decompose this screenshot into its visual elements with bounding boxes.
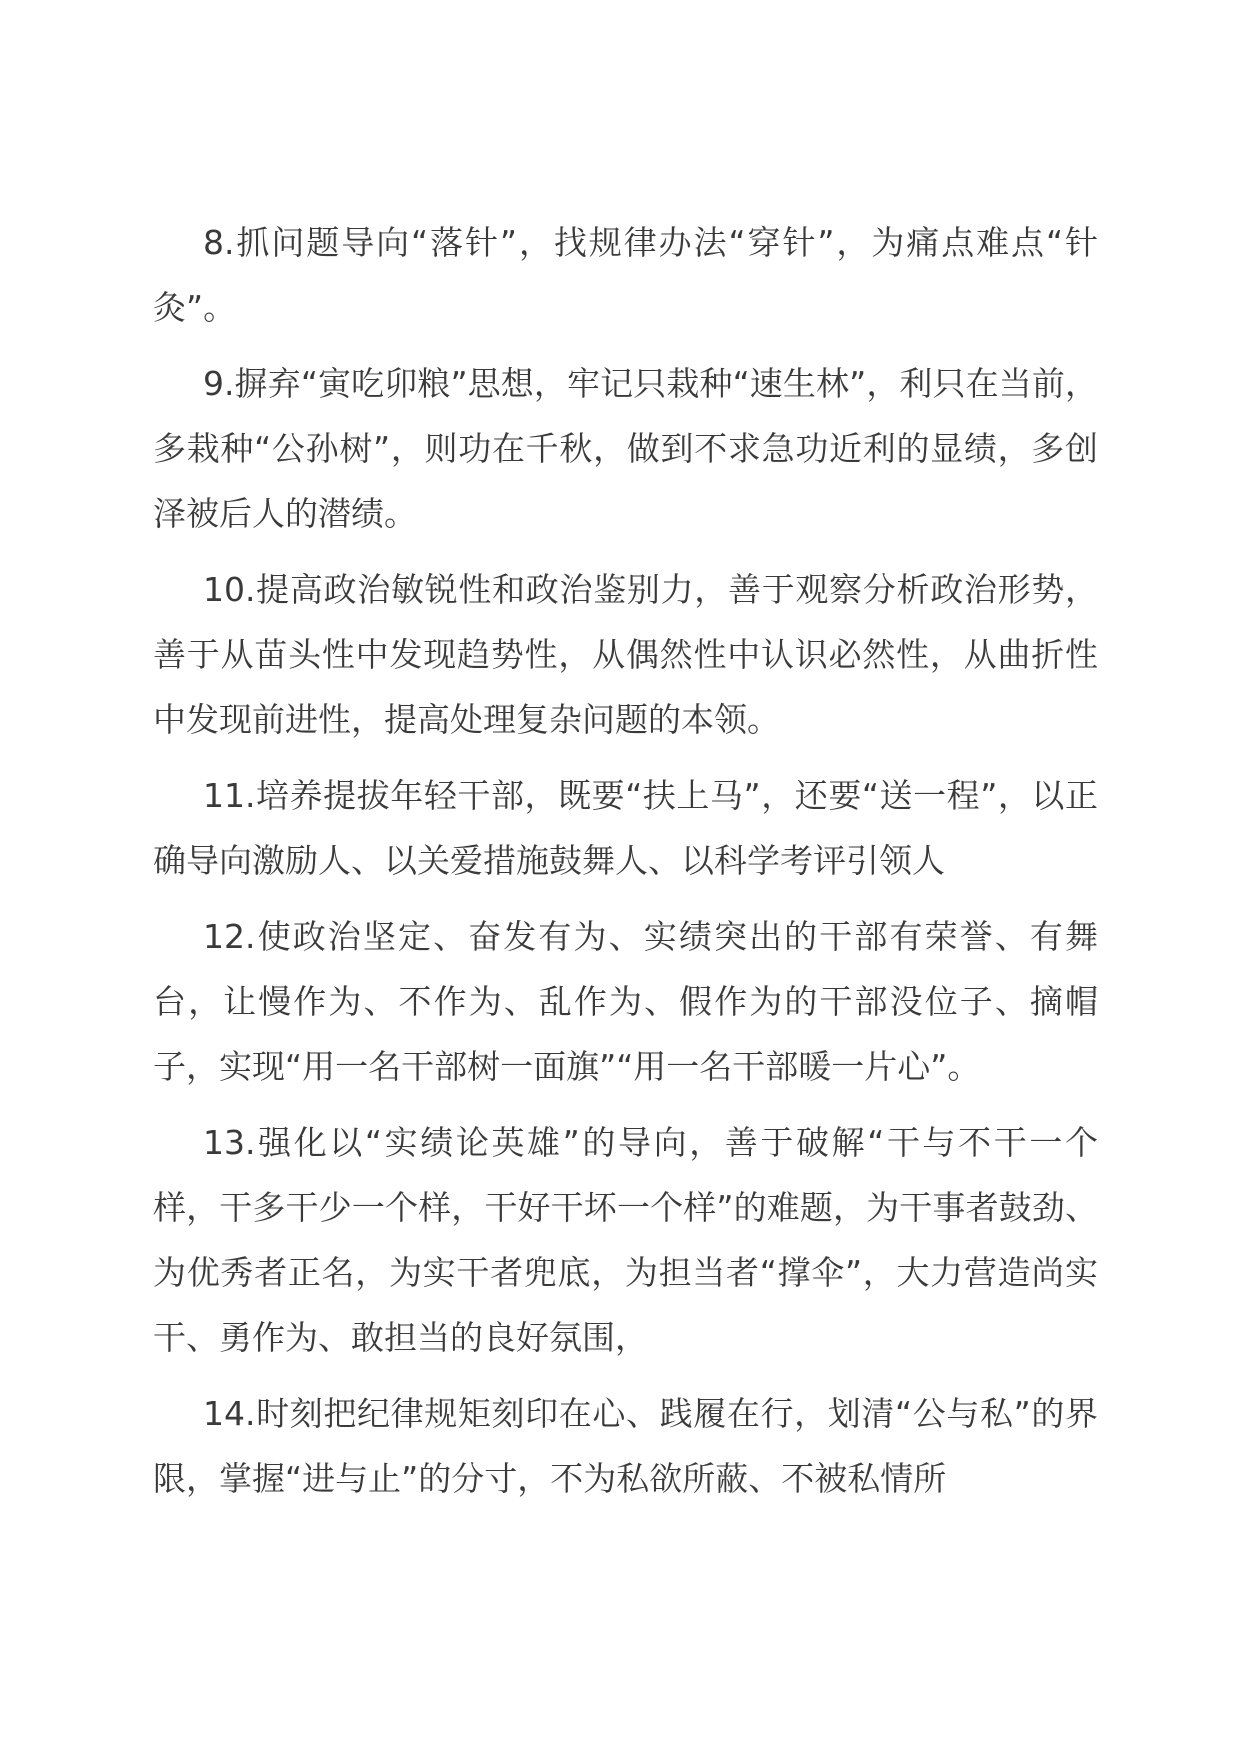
paragraph-9: 9.摒弃“寅吃卯粮”思想，牢记只栽种“速生林”，利只在当前，多栽种“公孙树”，则功在千秋，做到不求急功近利的显绩，多创泽被后人的潜绩。 [153,364,1098,533]
paragraph-13: 13.强化以“实绩论英雄”的导向，善于破解“干与不干一个样，干多干少一个样，干好干坏一个样”的难题，为干事者鼓劲、为优秀者正名，为实干者兜底，为担当者“撑伞”，大力营造尚实干、勇作为、敢担当的良好氛围， [153,1123,1098,1357]
paragraph-8: 8.抓问题导向“落针”，找规律办法“穿针”，为痛点难点“针灸”。 [153,223,1098,327]
document-body [153,210,1098,1522]
paragraph-12: 12.使政治坚定、奋发有为、实绩突出的干部有荣誉、有舞台，让慢作为、不作为、乱作为、假作为的干部没位子、摘帽子，实现“用一名干部树一面旗”“用一名干部暖一片心”。 [153,917,1098,1086]
paragraph-14: 14.时刻把纪律规矩刻印在心、践履在行，划清“公与私”的界限，掌握“进与止”的分寸，不为私欲所蔽、不被私情所 [153,1394,1098,1498]
paragraph-11: 11.培养提拔年轻干部，既要“扶上马”，还要“送一程”，以正确导向激励人、以关爱措施鼓舞人、以科学考评引领人 [153,776,1098,880]
paragraph-10: 10.提高政治敏锐性和政治鉴别力，善于观察分析政治形势，善于从苗头性中发现趋势性，从偶然性中认识必然性，从曲折性中发现前进性，提高处理复杂问题的本领。 [153,570,1098,739]
